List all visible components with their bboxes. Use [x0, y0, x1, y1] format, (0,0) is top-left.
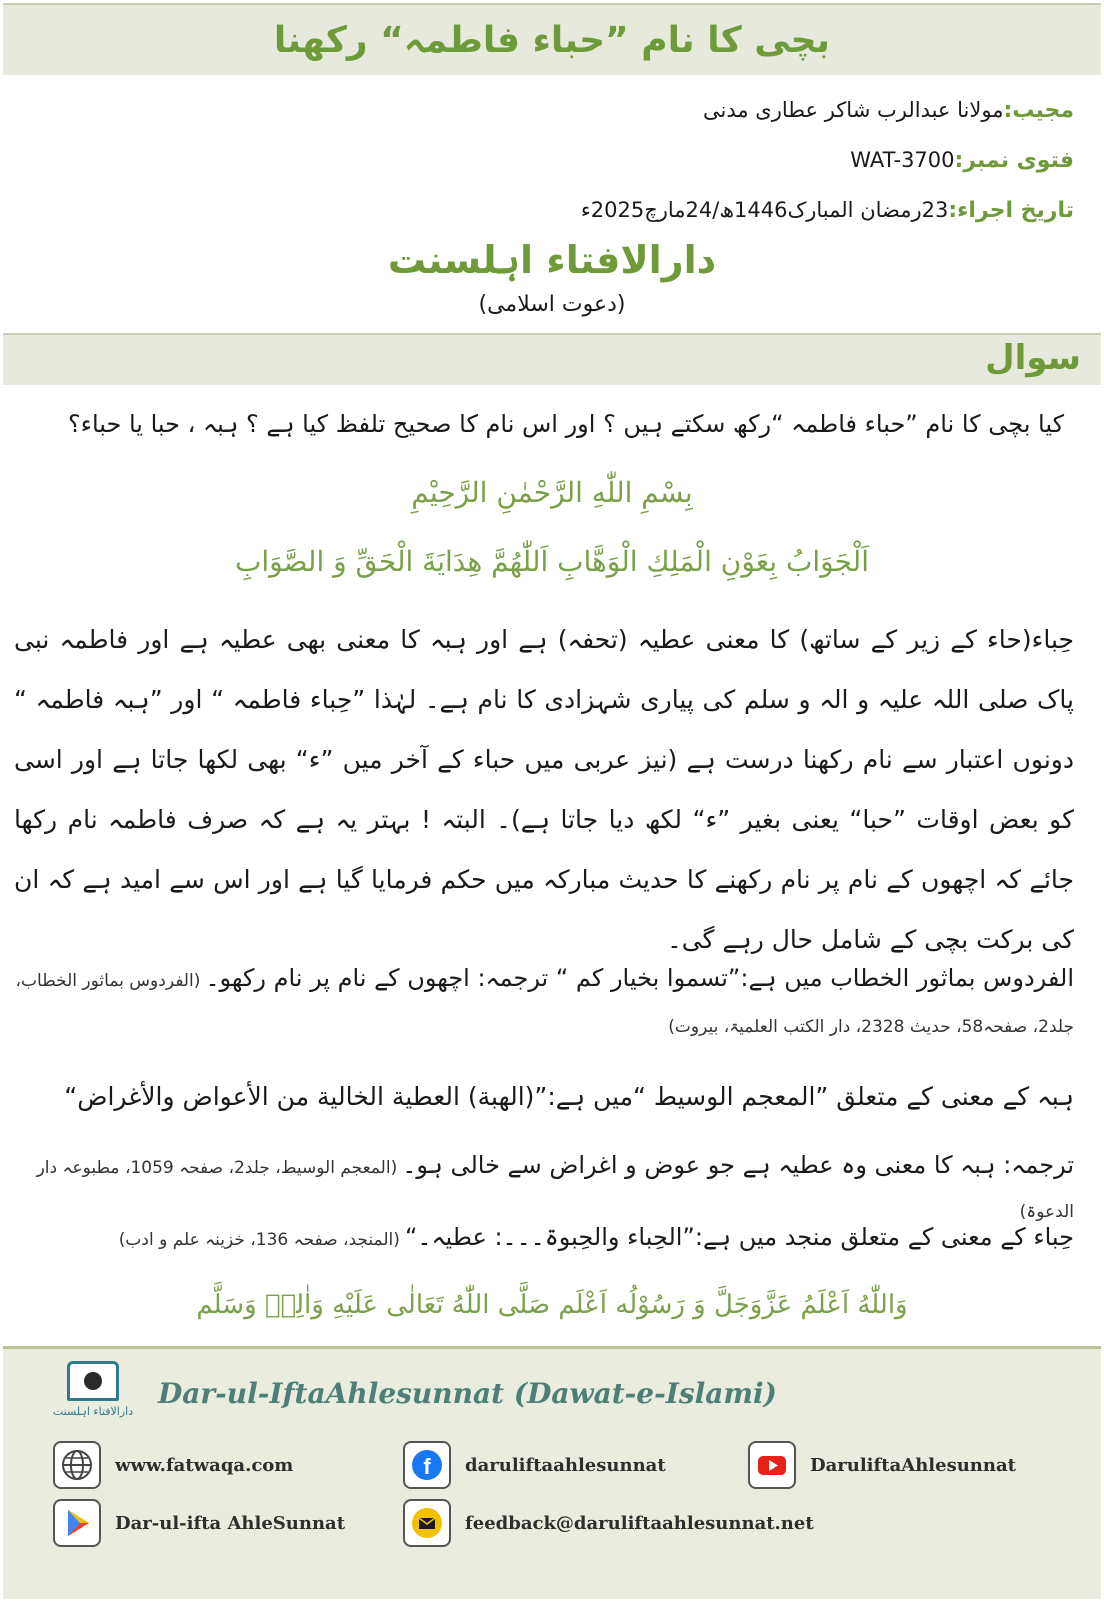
hibaa-text: حِباء کے معنی کے متعلق منجد میں ہے:”الحِباء والحِبوۃ۔۔۔: عطیہ۔“ [405, 1223, 1074, 1251]
facebook-label: daruliftaahlesunnat [465, 1454, 666, 1476]
facebook-icon [403, 1441, 451, 1489]
closing-dua: وَاللّٰهُ اَعْلَمُ عَزَّوَجَلَّ وَ رَسُوْلُه اَعْلَم صَلَّی اللّٰهُ تَعَالٰی عَلَيْهِ وَاٰلِهٖ وَسَلَّم [196, 1290, 908, 1320]
firdaus-citation [14, 955, 1074, 1050]
email-link[interactable] [403, 1499, 814, 1547]
logo [43, 1361, 143, 1435]
section-heading: سوال [985, 338, 1081, 378]
institute-name: دارالافتاء اہلسنت [387, 238, 717, 282]
question-section-bar [3, 333, 1101, 385]
logo-text: دارالافتاء اہلسنت [52, 1405, 134, 1418]
tarjama-text: ترجمہ: ہبہ کا معنی وہ عطیہ ہے جو عوض و اغراض سے خالی ہو۔ [402, 1151, 1074, 1179]
hiba-citation [14, 1075, 1074, 1119]
hiba-text: ہبہ کے معنی کے متعلق ”المعجم الوسیط “میں ہے:”(الهبة) العطية الخالية من الأعواض والأغراض“ [64, 1082, 1074, 1111]
fatwa-number-value: WAT-3700 [850, 148, 955, 172]
hibaa-reference: (المنجد، صفحہ 136، خزینہ علم و ادب) [118, 1230, 400, 1250]
play-store-icon [53, 1499, 101, 1547]
page-title: بچی کا نام ”حباء فاطمہ“ رکھنا [273, 19, 831, 61]
website-label: www.fatwaqa.com [115, 1454, 294, 1476]
youtube-link[interactable] [748, 1441, 1016, 1489]
firdaus-text: الفردوس بماثور الخطاب میں ہے:”تسموا بخیار کم “ ترجمہ: اچھوں کے نام پر نام رکھو۔ [205, 964, 1074, 992]
hibaa-citation [14, 1215, 1074, 1262]
answer-body: حِباء(حاء کے زیر کے ساتھ) کا معنی عطیہ (تحفہ) ہے اور ہبہ کا معنی بھی عطیہ ہے اور فاطمہ نبی پاک صلی اللہ علیہ و الہ و سلم کی پیاری شہزادی کا نام ہے۔ لہٰذا ”حِباء فاطمہ “ اور ”ہبہ فاطمہ “ دونوں اعتبار سے نام رکھنا درست ہے (نیز عربی میں حباء کے آخر میں ”ء“ بھی لکھا جاتا ہے اور اسی کو بعض اوقات ”حبا“ یعنی بغیر ”ء“ لکھ دیا جاتا ہے)۔ البتہ ! بہتر یہ ہے کہ صرف فاطمہ نام رکھا جائے کہ اچھوں کے نام پر نام رکھنے کا حدیث مبارکہ میں حکم فرمایا گیا ہے اور اس سے امید ہے کہ ان کی برکت بچی کے شامل حال رہے گی۔ [14, 625, 1074, 954]
tarjama-reference: (المعجم الوسیط، جلد2، صفحہ 1059، مطبوعہ دار الدعوۃ) [36, 1158, 1074, 1222]
svg-text:f: f [423, 1454, 431, 1479]
footer-brand: Dar-ul-IftaAhlesunnat (Dawat-e-Islami) [158, 1377, 777, 1410]
issue-date-row [581, 195, 1074, 226]
globe-icon [53, 1441, 101, 1489]
email-icon [403, 1499, 451, 1547]
youtube-label: DaruliftaAhlesunnat [810, 1454, 1016, 1476]
fatwa-number-row [850, 145, 1074, 176]
playstore-link[interactable] [53, 1499, 345, 1547]
mujeeb-label: مجیب: [1003, 98, 1074, 123]
mujeeb-row [703, 95, 1074, 126]
jawab-opening: اَلْجَوَابُ بِعَوْنِ الْمَلِكِ الْوَهَّابِ اَللّٰهُمَّ هِدَايَةَ الْحَقِّ وَ الصَّوَابِ [235, 545, 869, 578]
question-text: کیا بچی کا نام ”حباء فاطمہ “رکھ سکتے ہیں ؟ اور اس نام کا صحیح تلفظ کیا ہے ؟ ہبہ ، حبا یا حباء؟ [67, 410, 1064, 438]
website-link[interactable] [53, 1441, 293, 1489]
footer [3, 1346, 1101, 1599]
basmala: بِسْمِ اللّٰهِ الرَّحْمٰنِ الرَّحِيْمِ [411, 476, 693, 509]
book-emblem-icon [67, 1361, 119, 1401]
fatwa-number-label: فتوی نمبر: [954, 148, 1074, 173]
youtube-icon [748, 1441, 796, 1489]
mujeeb-value: مولانا عبدالرب شاکر عطاری مدنی [703, 98, 1004, 122]
issue-date-label: تاریخ اجراء: [948, 198, 1074, 223]
facebook-link[interactable] [403, 1441, 666, 1489]
issue-date-value: 23رمضان المبارک1446ھ/24مارچ2025ء [580, 198, 949, 222]
email-label: feedback@daruliftaahlesunnat.net [465, 1512, 814, 1534]
playstore-label: Dar-ul-ifta AhleSunnat [115, 1512, 346, 1534]
firdaus-reference: (الفردوس بماثور الخطاب، جلد2، صفحہ58، حدیث 2328، دار الکتب العلمیۃ، بیروت) [15, 971, 1074, 1037]
title-bar [3, 3, 1101, 75]
institute-subtitle: (دعوت اسلامی) [478, 292, 626, 317]
